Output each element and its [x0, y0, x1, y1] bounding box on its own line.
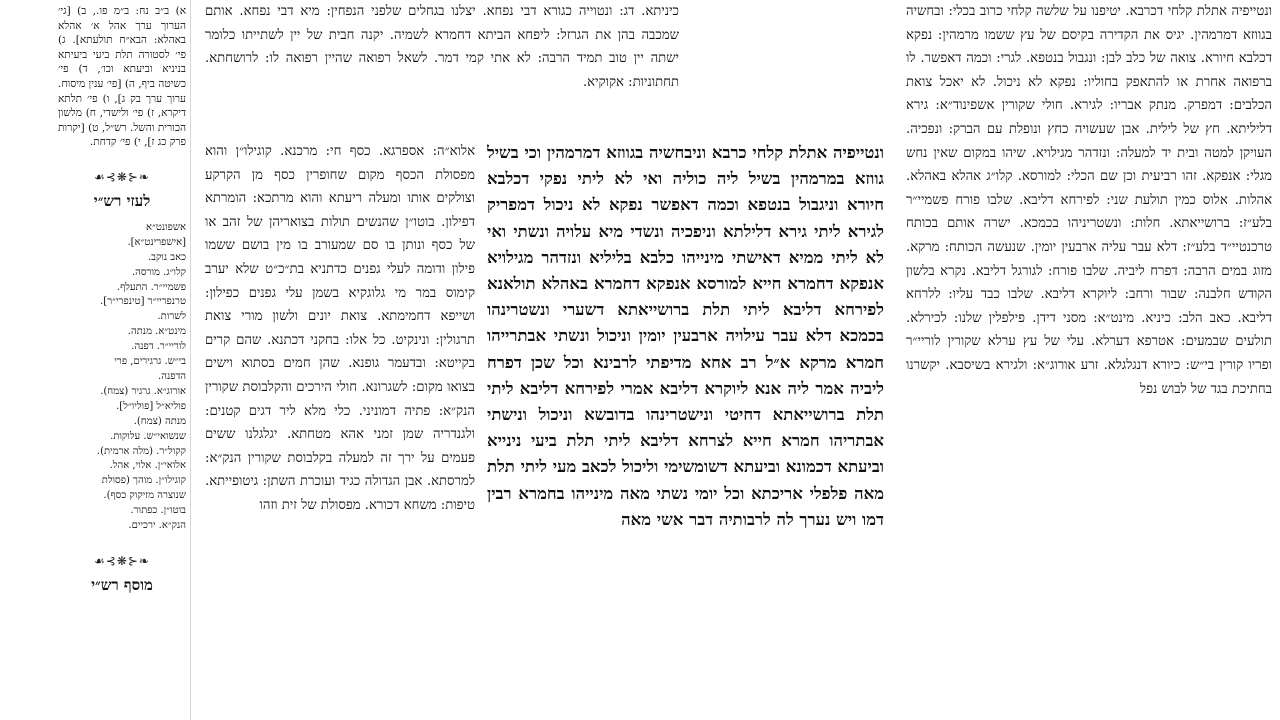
glossary-entry: לשרות. [157, 311, 186, 323]
glossary-title: לעזי רש״י [93, 191, 151, 210]
main-text-body: ונטייפיה אתלת קלחי כרבא וניבחשיה בגווזא דמרמהין וכי בשיל גווזא במרמהין בשיל ליה כוליה ואי לא ליתי נפקי דכלבא חיורא וניגבול בנטפא וכמה דאפשר נפקא לא ניכול דמפריק לגירא ליתי גירא דלילתא וניפכיה ונשדי מיא עלויה ונשתי ואי לא ליתי ממיא דאישתי מינייהו כלבא בליליא ונזדהר מגילויא אנפקא דחמרא חייא למורסא אנפקא דחמרא באהלא תולאנא לפירחא דליבא ליתי תלת ברושייאתא דשערי ונשטרינהו בכמכא דלא עבר עילויה ארבעין יומין וניכול ונשתי אבתרייהו חמרא מרקא א״ל רב אחא מדיפתי לרבינא וכל שכן דפרח ליביה אמר ליה אנא ליוקרא דליבא אמרי לפירחא דליבא ליתי תלת ברושייאתא דחיטי ונישטרינהו בדובשא וניכול ונישתי אבתריהו חמרא חייא לצרחא דליבא ליתי תלת ביעי נינייא וביעתא דכמונא וביעתא דשומשימי וליכול לכאב מעי ליתי תלת מאה פלפלי אריכתא וכל יומי נשתי מאה מינייהו בחמרא רבין דמו ויש נערך לה לרבותיה דבר אשי מאה [487, 143, 884, 529]
rashi-commentary-middle [205, 0, 679, 138]
glossary-entry: קלו״ג. מורסה. [131, 266, 186, 278]
glossary-entry: כאב נוקב. [147, 251, 186, 263]
glossary-entry: לוריי״ר. דפנה. [131, 341, 186, 353]
glossary-entry: בי״ש. גרגירים, פרי [114, 356, 186, 368]
glossary-entry: הדפנה. [158, 371, 186, 382]
glossary-entry: אורוג״א. גרגיר (צמח). [100, 385, 186, 397]
glossary-entry: אלואי״ן. אלוי, אהל. [109, 460, 186, 472]
glossary-entry: אשפונט״א [146, 221, 186, 233]
glossary-entry: טרנפריי״ר [טינפרי״ר]. [100, 296, 186, 308]
rashi-right-text: ונטייפיה אתלת קלחי דכרבא. יטיפנו על שלשה קלחי כרוב בכלי: ובחשיה בגווזא דמרמהין. יגיס את הקדירה בקיסם של עץ ששמו מרמהין: נפקא דכלבא חיורא. צואה של כלב לבן: ונגבול בנטפא. לגרי: וכמה דאפשר. לו ברפואה אחרת או להתאפק בחוליו: נפקא לא ניכול. לא יאכל צואת הכלבים: דמפרק. מנתק אבריו: לגירא. חולי שקורין אשפינוד״א: גירא דליליתא. חץ של לילית. אבן שעשויה כחץ ונופלת עם הברק: ונפכיה. העויקן למטה ובית יד למעלה: ונזדהר מגילויא. שיהו במקום שאין נחש מגלי: אנפקא. זהו רביעית וכן שם הכלי: למורסא. קלו״ג אהלא באהלא. אהלות. אלוס כמין תולעת שני: לפירחא דליבא. שלבו פורח פשמיי״ר בלע״ז: ברושייאתא. חלות: ונשטריניהו בכמכא. ישרה אותם בכותח טרכנטיי״ד בלע״ז: דלא עבר עליה ארבעין יומין. שנעשה הכותח: מרקא. מזוג במים הרבה: דפרח ליביה. שלבו פורח: לגורגל דליבא. נקרא בלשון הקודש חלבנה: שבור ורחב: ליוקרא דליבא. שלבו כבד עליו: ללרחא דליבא. כאב הלב: כיניא. מינט״א: מסני דידן. פילפלין שלנו: לכירלא. תולעים שבמעים: אטרפא דערלא. עלי של עץ ערלא שקורין לוריי״ר ופריו קורין בי״ש: כיורא דנגלגלא. זרע אורוג״א: ולגירא בשיסבא. יקשרנו בחתיכת בגד של לבוש נפל [906, 4, 1272, 397]
glossary-entry: שנוצרה מזיקוק כסף). [103, 490, 186, 502]
glossary-entry: [אישפרינט״א]. [127, 236, 186, 248]
column-divider [190, 0, 191, 720]
tosafot-commentary-left [205, 140, 475, 720]
left-commentary-text: אלוא״ה: אספרגא. כסף חי: מרכנא. קוגילו״ן והוא מפסולת הכסף מקום שחופרין כסף מן הקרקע וצולקים אותו ומעלה ריעתא והוא מרתכא: הומרתא דפילון. בוטו״ן שהנשים תולות בצואריהן של זהב או של כסף ונותן בו סם שמעורב בו מין בושם ששמו פילון ודומה לעלי גפנים כדתניא בת״כ״ט שלא יערב קימוס במר מי גלוגקיא בשמן עלי גפנים כפילון: ושייפא דחמימתא. צואת יונים ולשון מורי צואת תרגולין: ונינקיט. כל אלו: בחקני דכתנא. שהם קרים בקייטא: ובדעמר גופנא. שהן חמים בסתוא וישים בצואו מקום: לשגרונא. חולי הירכים והקלבוסת שקורין הנק״א: פתיה דמוניני. כלי מלא ליר דגים קטנים: ולגנדריה שמן זמני אהא מטחתא. יגלגלנו ששים פעמים על ירך זה למעלה בקלבוסת שקורין הנק״א: למרסתא. אבן הגדולה כגיד ועוכרת השתן: גיטופייתא. טיפות: משחא דכורא. מפסולת של זית וזהו [205, 144, 475, 513]
gemara-main-text [487, 140, 884, 720]
margin-column [58, 0, 186, 720]
glossary-entry: מנתה (צמח). [133, 415, 186, 427]
rashi-commentary-right [906, 0, 1272, 720]
glossary-entry: קקול״ר. (מלה ארמית). [96, 445, 186, 457]
glossary-entry: הנק״א. ירכיים. [128, 520, 186, 532]
glossary-entry: מינט״א. מנתה. [127, 326, 186, 338]
glossary-entry: שנשואי״ש. עלוקות. [110, 430, 186, 442]
glossary-entry: פשמיי״ר. התעלף. [116, 281, 186, 293]
musaf-rashi-title: מוסף רש״י [91, 575, 153, 594]
glossary-list [58, 221, 186, 534]
ornament-divider-icon: ❧⊰❋⊱☙ [94, 169, 150, 184]
glossary-entry: בוטו״ן. כפתור. [130, 505, 186, 517]
ornament-divider-icon: ❧⊰❋⊱☙ [94, 553, 150, 568]
source-references: א) ב״ב נח: ב״מ פו., ב) [גי׳ הערוך ערך אהל א׳ אהלא באהלא: הבא״ח תולעתא]. ג) פי׳ לסטורה תלת ביעי ביעיתא בניניא וביעתא וכו׳, ד) פי׳ כשיטה ביף, ה) [פי׳ ענין מיסוח. ערוך ערך בק ג], ו) פי׳ תלתא דיקרא, ז) פי׳ ולישדי, ח) מלשון הכורית והשל. רש״ל, ט) [יקרות פרק כג ז], י) פי׳ קדחת. [58, 5, 186, 149]
rashi-middle-text: כיניתא. דג: ונטוייה כגורא דבי נפחא. יצלנו בגחלים שלפני הנפחין: מיא דבי נפחא. אותם שמכבה בהן את הגרזל: ליפחא הביתא דחמרא לשמיה. יקנה חבית של יין לשתייתו כלומר ישתה יין טוב תמיד הרבה: לא אתי קמי דמר. לשאל רפואה שהיין רפואה לו: לרושחתא. תחתוניות: אקוקיא. [205, 4, 679, 90]
glossary-entry: פוליא״ל [פוליו״ל]. [116, 400, 186, 412]
glossary-entry: קוגילו״ן. מוהך (פסולת [101, 475, 186, 487]
